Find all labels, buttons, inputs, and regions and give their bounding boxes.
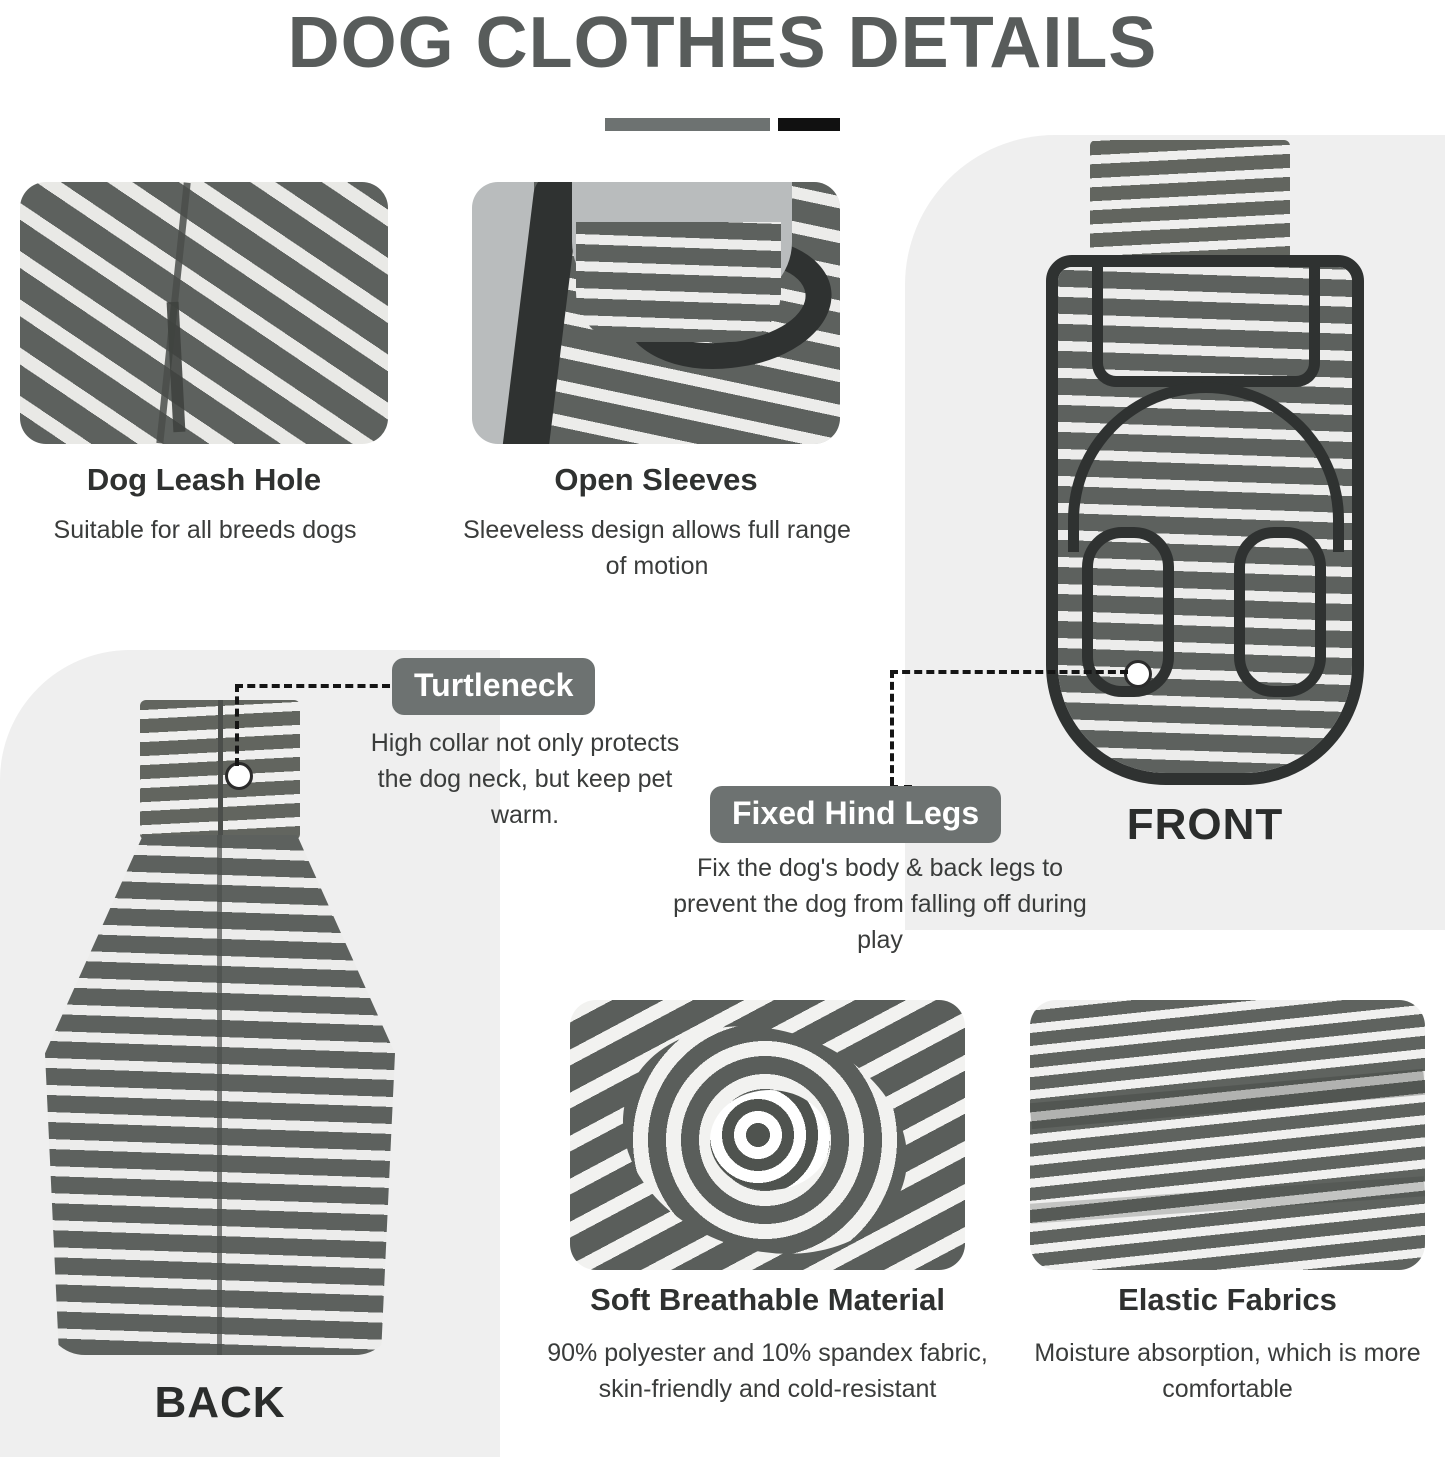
turtleneck-body: High collar not only protects the dog neck, but keep pet warm. (370, 729, 680, 829)
open-sleeves-image (472, 182, 840, 444)
fixed-hind-legs-callout-dot (1124, 660, 1152, 688)
open-sleeves-title: Open Sleeves (554, 462, 758, 497)
soft-breathable-material-title: Soft Breathable Material (590, 1282, 945, 1317)
divider-segment-dark (778, 118, 840, 131)
soft-breathable-material-body: 90% polyester and 10% spandex fabric, skin-friendly and cold-resistant (547, 1339, 988, 1403)
dog-leash-hole-body: Suitable for all breeds dogs (53, 516, 357, 544)
elastic-fabrics-title: Elastic Fabrics (1118, 1282, 1337, 1317)
turtleneck-leader-vertical (235, 684, 239, 766)
back-view-image (45, 700, 395, 1360)
back-view-label: BACK (154, 1378, 286, 1427)
turtleneck-label: Turtleneck (392, 658, 595, 715)
elastic-fabrics-body: Moisture absorption, which is more comfortable (1034, 1339, 1421, 1403)
divider-segment-grey (605, 118, 770, 131)
elastic-fabrics-image (1030, 1000, 1425, 1270)
turtleneck-callout-dot (225, 762, 253, 790)
turtleneck-leader-horizontal (235, 684, 390, 688)
dog-leash-hole-image (20, 182, 388, 444)
front-view-image (1040, 140, 1370, 800)
title-divider (0, 118, 1445, 131)
fixed-hind-legs-leader-vertical (890, 670, 894, 785)
soft-breathable-material-image (570, 1000, 965, 1270)
open-sleeves-body: Sleeveless design allows full range of motion (463, 516, 851, 580)
front-view-label: FRONT (1126, 800, 1284, 849)
fixed-hind-legs-body: Fix the dog's body & back legs to prevent the dog from falling off during play (673, 854, 1087, 954)
dog-leash-hole-title: Dog Leash Hole (86, 462, 322, 497)
fixed-hind-legs-leader-horizontal-top (890, 670, 1128, 674)
fixed-hind-legs-label: Fixed Hind Legs (710, 786, 1001, 843)
page-title: DOG CLOTHES DETAILS (287, 3, 1158, 83)
